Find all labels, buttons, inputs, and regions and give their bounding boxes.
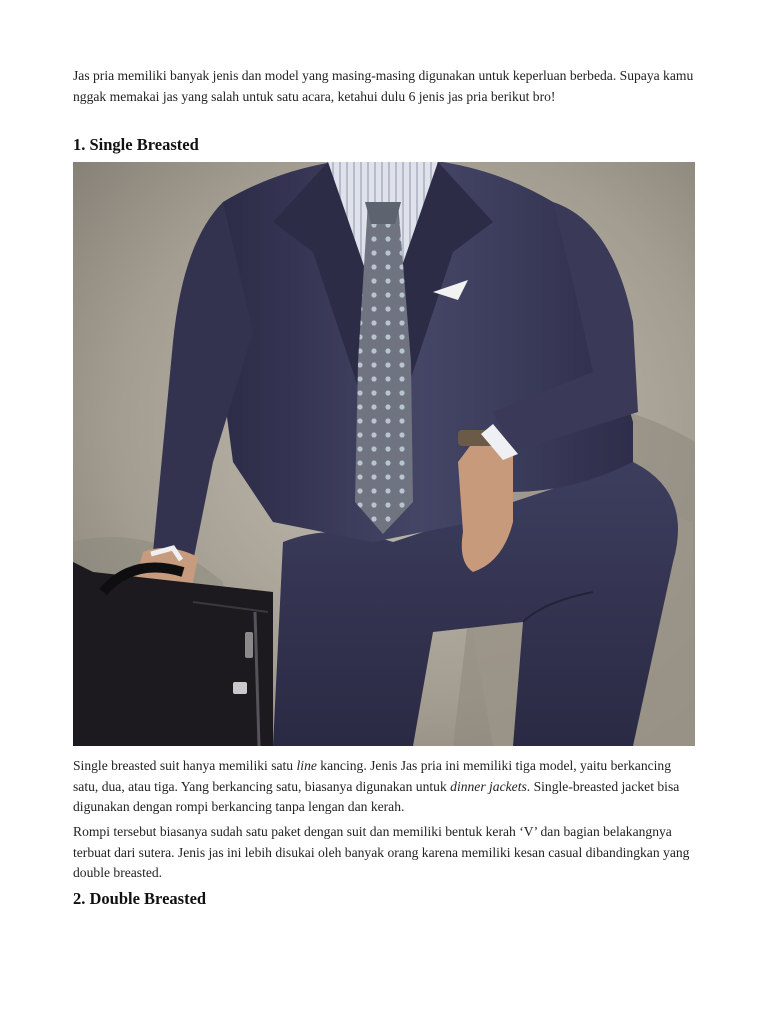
heading-single-breasted: 1. Single Breasted: [73, 135, 199, 154]
single-breasted-paragraph-1: Single breasted suit hanya memiliki satu line kancing. Jenis Jas pria ini memiliki tiga model, yaitu berkancing satu, dua, atau tiga. Yang berkancing satu, biasanya digunakan untuk dinner jackets. Single-breasted jacket bisa digunakan dengan rompi berkancing tanpa lengan dan kerah.: [73, 758, 680, 814]
single-breasted-paragraph-2: Rompi tersebut biasanya sudah satu paket dengan suit dan memiliki bentuk kerah ‘V’ dan bagian belakangnya terbuat dari sutera. Jenis jas ini lebih disukai oleh banyak orang karena memiliki kesan casual dibandingkan yang double breasted.: [73, 824, 690, 880]
intro-paragraph: Jas pria memiliki banyak jenis dan model yang masing-masing digunakan untuk keperluan berbeda. Supaya kamu nggak memakai jas yang salah untuk satu acara, ketahui dulu 6 jenis jas pria berikut bro!: [73, 68, 694, 104]
single-breasted-suit-photo: [73, 162, 695, 746]
heading-double-breasted: 2. Double Breasted: [73, 889, 207, 908]
